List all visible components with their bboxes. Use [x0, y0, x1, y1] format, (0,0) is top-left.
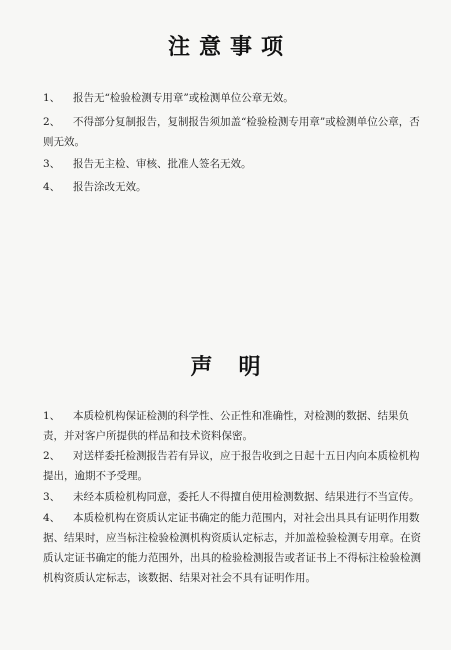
declaration-title: 声明 [190, 354, 287, 380]
declaration-item-text: 对送样委托检测报告若有异议，应于报告收到之日起十五日内向本质检机构提出，逾期不予受理。 [43, 450, 420, 482]
notes-item-text: 报告涂改无效。 [73, 181, 147, 193]
notes-item-text: 报告无“检验检测专用章”或检测单位公章无效。 [73, 92, 294, 104]
notes-item-number: 3、 [43, 158, 61, 170]
notes-item-number: 4、 [43, 181, 61, 193]
notes-item-number: 1、 [43, 92, 61, 104]
declaration-item-number: 2、 [43, 450, 61, 462]
notes-item-2 [43, 112, 423, 152]
declaration-item-3 [43, 487, 423, 507]
declaration-item-number: 3、 [43, 491, 61, 503]
declaration-item-number: 4、 [43, 512, 61, 524]
notes-item-number: 2、 [43, 116, 61, 128]
notes-item-3 [43, 154, 423, 174]
declaration-item-2 [43, 446, 423, 486]
declaration-item-text: 本质检机构在资质认定证书确定的能力范围内，对社会出具具有证明作用数据、结果时，应当标注检验检测机构资质认定标志，并加盖检验检测专用章。在资质认定证书确定的能力范围外，出具的检验检测报告或者证书上不得标注检验检测机构资质认定标志，该数据、结果对社会不具有证明作用。 [43, 512, 421, 584]
notes-title: 注意事项 [167, 34, 292, 60]
declaration-item-text: 本质检机构保证检测的科学性、公正性和准确性，对检测的数据、结果负责，并对客户所提供的样品和技术资料保密。 [43, 410, 409, 442]
notes-item-text: 不得部分复制报告，复制报告须加盖“检验检测专用章”或检测单位公章，否则无效。 [43, 116, 420, 148]
declaration-item-number: 1、 [43, 410, 61, 422]
declaration-item-1 [43, 406, 423, 446]
notes-item-1 [43, 88, 423, 108]
declaration-item-text: 未经本质检机构同意，委托人不得擅自使用检测数据、结果进行不当宣传。 [73, 491, 420, 503]
notes-item-4 [43, 177, 423, 197]
declaration-item-4 [43, 508, 423, 588]
notes-item-text: 报告无主检、审核、批准人签名无效。 [73, 158, 252, 170]
